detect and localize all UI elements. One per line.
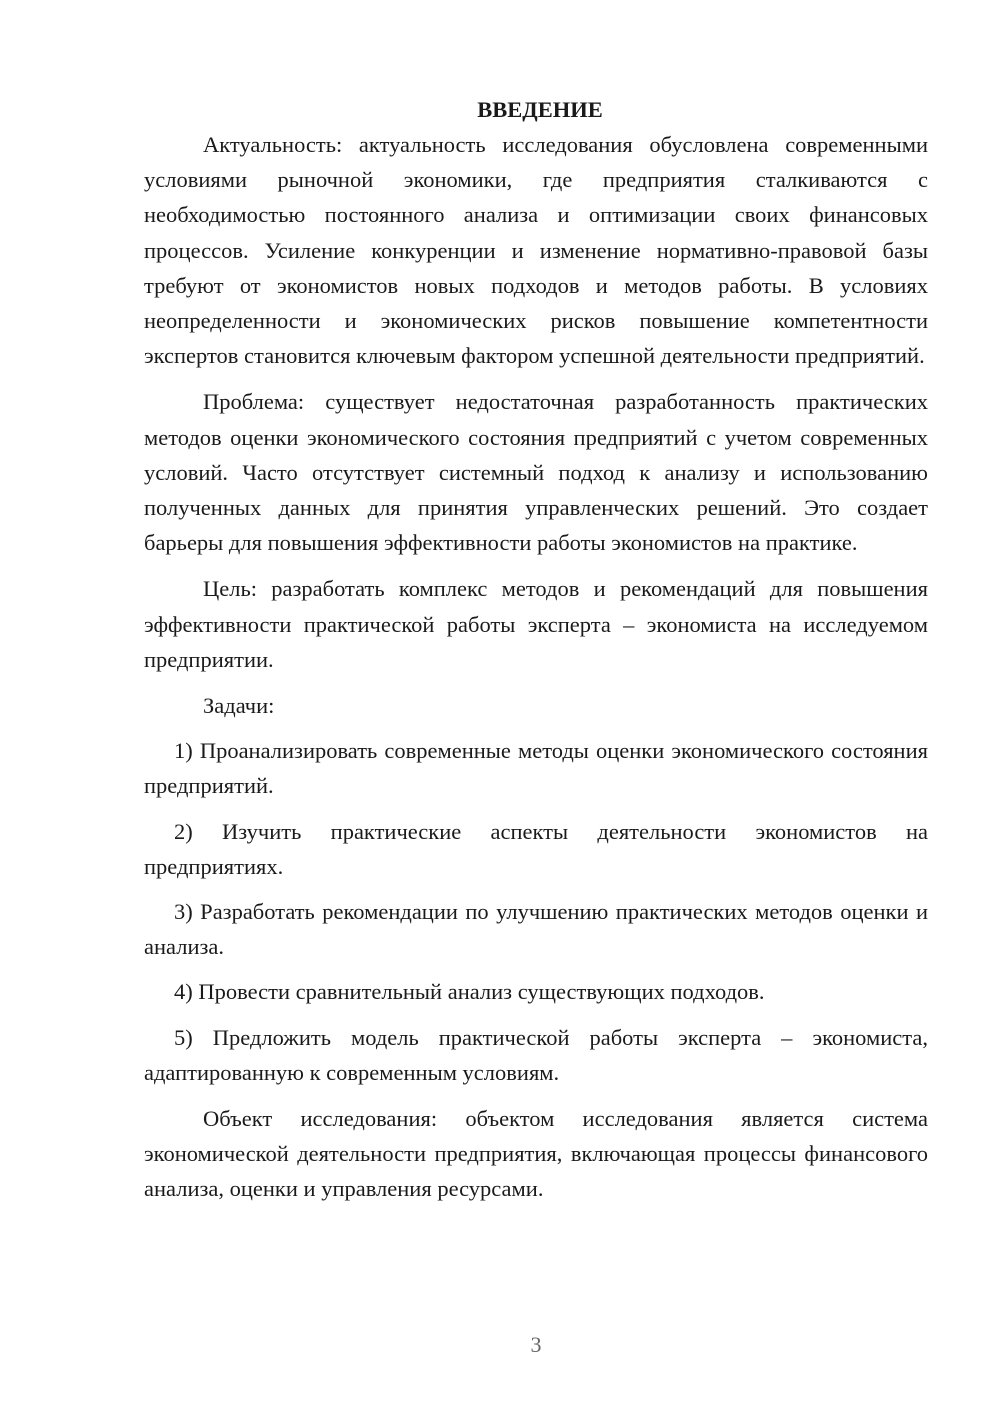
task-item-4: 4) Провести сравнительный анализ существующих подходов. — [174, 979, 765, 1005]
problem-paragraph: Проблема: существует недостаточная разработанность практических методов оценки экономического состояния предприятий с учетом современных условий. Часто отсутствует системный подход к анализу и использованию полученных данных для принятия управленческих решений. Это создает барьеры для повышения эффективности работы экономистов на практике. — [144, 389, 928, 556]
task-item-2: 2) Изучить практические аспекты деятельности экономистов на предприятиях. — [144, 818, 928, 879]
task-item-3: 3) Разработать рекомендации по улучшению практических методов оценки и анализа. — [144, 899, 928, 960]
task-item-5: 5) Предложить модель практической работы эксперта – экономиста, адаптированную к современным условиям. — [144, 1024, 928, 1085]
relevance-paragraph: Актуальность: актуальность исследования обусловлена современными условиями рыночной экономики, где предприятия сталкиваются с необходимостью постоянного анализа и оптимизации своих финансовых процессов. Усиление конкуренции и изменение нормативно-правовой базы требуют от экономистов новых подходов и методов работы. В условиях неопределенности и экономических рисков повышение компетентности экспертов становится ключевым фактором успешной деятельности предприятий. — [144, 132, 928, 369]
goal-paragraph: Цель: разработать комплекс методов и рекомендаций для повышения эффективности практической работы эксперта – экономиста на исследуемом предприятии. — [144, 576, 928, 672]
section-heading: ВВЕДЕНИЕ — [477, 97, 603, 122]
page-content — [144, 92, 928, 1207]
task-item-1: 1) Проанализировать современные методы оценки экономического состояния предприятий. — [144, 738, 928, 799]
object-paragraph: Объект исследования: объектом исследования является система экономической деятельности предприятия, включающая процессы финансового анализа, оценки и управления ресурсами. — [144, 1106, 928, 1202]
page-number: 3 — [530, 1332, 542, 1357]
tasks-label: Задачи: — [203, 693, 275, 719]
